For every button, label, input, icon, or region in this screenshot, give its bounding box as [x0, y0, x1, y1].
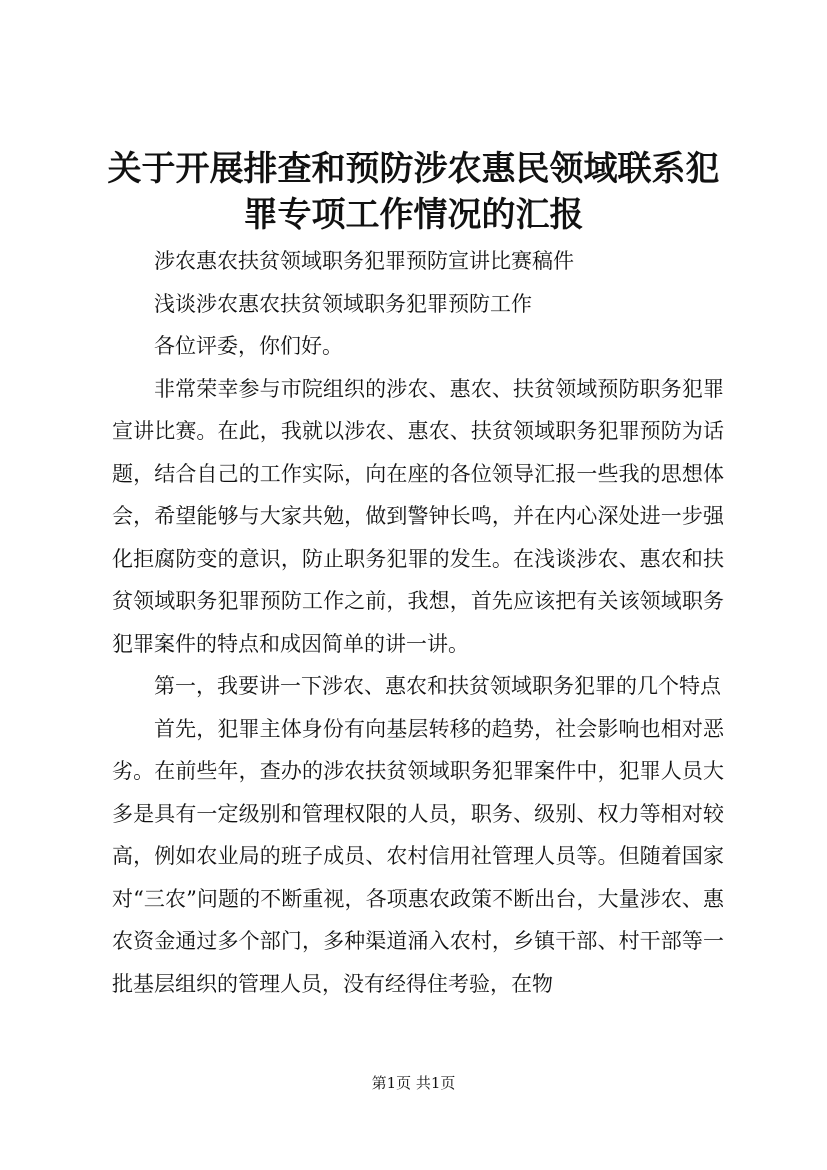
- paragraph-greeting: 各位评委，你们好。: [154, 334, 343, 358]
- page-footer: 第1页 共1页: [371, 1074, 456, 1092]
- document-title: 关于开展排查和预防涉农惠民领域联系犯罪专项工作情况的汇报: [107, 149, 720, 235]
- paragraph-subtitle-1: 涉农惠农扶贫领域职务犯罪预防宣讲比赛稿件: [154, 249, 574, 273]
- paragraph-intro: 非常荣幸参与市院组织的涉农、惠农、扶贫领域预防职务犯罪宣讲比赛。在此，我就以涉农、惠农、扶贫领域职务犯罪预防为话题，结合自己的工作实际，向在座的各位领导汇报一些我的思想体会，希望能够与大家共勉，做到警钟长鸣，并在内心深处进一步强化拒腐防变的意识，防止职务犯罪的发生。在浅谈涉农、惠农和扶贫领域职务犯罪预防工作之前，我想，首先应该把有关该领域职务犯罪案件的特点和成因简单的讲一讲。: [112, 376, 724, 656]
- paragraph-subtitle-2: 浅谈涉农惠农扶贫领域职务犯罪预防工作: [154, 291, 532, 316]
- paragraph-section-heading: 第一，我要讲一下涉农、惠农和扶贫领域职务犯罪的几个特点: [154, 674, 721, 698]
- paragraph-first-point: 首先，犯罪主体身份有向基层转移的趋势，社会影响也相对恶劣。在前些年，查办的涉农扶贫领域职务犯罪案件中，犯罪人员大多是具有一定级别和管理权限的人员，职务、级别、权力等相对较高，例如农业局的班子成员、农村信用社管理人员等。但随着国家对“三农”问题的不断重视，各项惠农政策不断出台，大量涉农、惠农资金通过多个部门，多种渠道涌入农村，乡镇干部、村干部等一批基层组织的管理人员，没有经得住考验，在物: [112, 716, 724, 996]
- document-body: [112, 240, 724, 1005]
